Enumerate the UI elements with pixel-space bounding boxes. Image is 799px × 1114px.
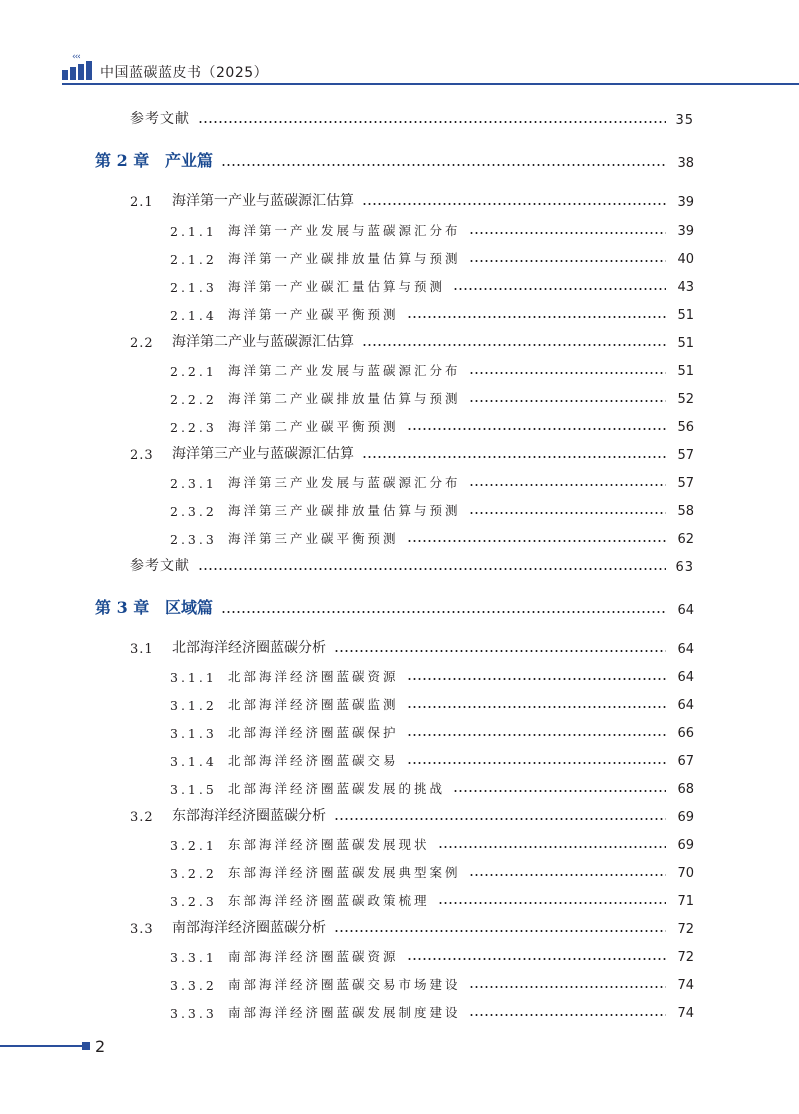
toc-entry-number: 2.2 [130, 336, 154, 351]
dot-leader [469, 400, 666, 402]
toc-entry-title: 海洋第二产业发展与蓝碳源汇分布 [228, 363, 461, 378]
toc-entry-page: 43 [677, 280, 694, 295]
toc-entry-title: 区域篇 [165, 598, 214, 617]
chevron-marks-icon: ‹‹‹ [72, 52, 80, 62]
toc-entry-title: 东部海洋经济圈蓝碳政策梳理 [228, 893, 430, 908]
toc-entry-number: 3.2 [130, 810, 154, 825]
toc-entry-title: 参考文献 [130, 111, 190, 127]
toc-entry-number: 3.3 [130, 922, 154, 937]
toc-entry-page: 69 [677, 838, 694, 853]
toc-entry-page: 66 [677, 726, 694, 741]
logo-bar [86, 61, 92, 80]
toc-entry-page: 64 [677, 698, 694, 713]
toc-entry-number: 2.3.1 [170, 476, 217, 491]
toc-entry-title: 东部海洋经济圈蓝碳分析 [172, 808, 326, 824]
toc-entry-sub[interactable] [170, 273, 694, 295]
toc-entry-title: 北部海洋经济圈蓝碳交易 [228, 753, 399, 768]
dot-leader [407, 316, 666, 318]
toc-entry-sub[interactable] [170, 245, 694, 267]
toc-entry-ref[interactable] [130, 553, 694, 575]
toc-entry-page: 67 [677, 754, 694, 769]
toc-entry-sec[interactable] [130, 188, 694, 210]
toc-entry-number: 第 2 章 [95, 151, 150, 170]
toc-entry-sub[interactable] [170, 719, 694, 741]
toc-entry-page: 51 [677, 364, 694, 379]
toc-entry-page: 63 [675, 560, 694, 575]
dot-leader [469, 986, 666, 988]
toc-entry-title: 海洋第一产业发展与蓝碳源汇分布 [228, 223, 461, 238]
toc-entry-title: 南部海洋经济圈蓝碳发展制度建设 [228, 1005, 461, 1020]
toc-entry-title: 海洋第二产业碳排放量估算与预测 [228, 391, 461, 406]
dot-leader [407, 734, 666, 736]
dot-leader [221, 164, 666, 166]
toc-entry-sub[interactable] [170, 747, 694, 769]
toc-entry-page: 52 [677, 392, 694, 407]
dot-leader [362, 456, 666, 458]
dot-leader [469, 372, 666, 374]
toc-entry-sec[interactable] [130, 441, 694, 463]
toc-entry-page: 39 [677, 224, 694, 239]
toc-entry-title: 东部海洋经济圈蓝碳发展现状 [228, 837, 430, 852]
toc-entry-number: 2.1.2 [170, 252, 217, 267]
dot-leader [334, 650, 666, 652]
toc-entry-sub[interactable] [170, 859, 694, 881]
toc-entry-number: 3.1 [130, 642, 154, 657]
toc-entry-page: 39 [677, 195, 694, 210]
footer-square-icon [82, 1042, 90, 1050]
dot-leader [407, 428, 666, 430]
toc-entry-sub[interactable] [170, 525, 694, 547]
toc-entry-page: 71 [677, 894, 694, 909]
toc-entry-number: 3.2.1 [170, 838, 217, 853]
toc-entry-sec[interactable] [130, 329, 694, 351]
toc-entry-sub[interactable] [170, 971, 694, 993]
toc-entry-title: 北部海洋经济圈蓝碳保护 [228, 725, 399, 740]
logo-bar [78, 64, 84, 80]
toc-entry-page: 72 [677, 950, 694, 965]
toc-entry-number: 2.2.2 [170, 392, 217, 407]
toc-entry-page: 64 [677, 642, 694, 657]
dot-leader [334, 818, 666, 820]
toc-entry-sub[interactable] [170, 775, 694, 797]
dot-leader [453, 790, 666, 792]
toc-entry-number: 2.1.4 [170, 308, 217, 323]
toc-entry-title: 海洋第一产业碳平衡预测 [228, 307, 399, 322]
toc-entry-number: 3.2.3 [170, 894, 217, 909]
toc-entry-number: 3.1.2 [170, 698, 217, 713]
toc-entry-sec[interactable] [130, 803, 694, 825]
header-divider [62, 83, 799, 85]
toc-entry-title: 北部海洋经济圈蓝碳发展的挑战 [228, 781, 446, 796]
toc-entry-title: 海洋第一产业碳排放量估算与预测 [228, 251, 461, 266]
toc-entry-number: 3.1.3 [170, 726, 217, 741]
toc-entry-page: 64 [677, 603, 694, 618]
dot-leader [362, 344, 666, 346]
toc-entry-number: 第 3 章 [95, 598, 150, 617]
dot-leader [407, 958, 666, 960]
toc-entry-sec[interactable] [130, 635, 694, 657]
toc-entry-page: 51 [677, 336, 694, 351]
dot-leader [407, 678, 666, 680]
toc-entry-sub[interactable] [170, 413, 694, 435]
toc-entry-sub[interactable] [170, 691, 694, 713]
toc-entry-page: 58 [677, 504, 694, 519]
dot-leader [469, 874, 666, 876]
logo-bar [70, 67, 76, 80]
toc-entry-title: 南部海洋经济圈蓝碳分析 [172, 920, 326, 936]
toc-entry-title: 海洋第三产业碳排放量估算与预测 [228, 503, 461, 518]
toc-entry-sub[interactable] [170, 887, 694, 909]
toc-entry-page: 72 [677, 922, 694, 937]
footer-divider [0, 1045, 82, 1047]
toc-entry-sub[interactable] [170, 999, 694, 1021]
toc-entry-page: 68 [677, 782, 694, 797]
toc-entry-number: 2.2.3 [170, 420, 217, 435]
toc-entry-number: 3.3.1 [170, 950, 217, 965]
toc-entry-page: 57 [677, 448, 694, 463]
dot-leader [334, 930, 666, 932]
toc-entry-number: 2.3.3 [170, 532, 217, 547]
toc-entry-ref[interactable] [130, 106, 694, 128]
toc-entry-number: 2.3 [130, 448, 154, 463]
toc-entry-number: 3.1.4 [170, 754, 217, 769]
toc-entry-sec[interactable] [130, 915, 694, 937]
toc-entry-sub[interactable] [170, 663, 694, 685]
logo-bar [62, 70, 68, 80]
toc-entry-title: 北部海洋经济圈蓝碳监测 [228, 697, 399, 712]
dot-leader [407, 540, 666, 542]
toc-entry-sub[interactable] [170, 831, 694, 853]
toc-entry-number: 3.2.2 [170, 866, 217, 881]
toc-entry-title: 海洋第三产业与蓝碳源汇估算 [172, 446, 354, 462]
toc-entry-number: 3.1.5 [170, 782, 217, 797]
dot-leader [453, 288, 666, 290]
toc-entry-number: 3.3.2 [170, 978, 217, 993]
toc-entry-title: 东部海洋经济圈蓝碳发展典型案例 [228, 865, 461, 880]
dot-leader [469, 512, 666, 514]
toc-entry-chapter[interactable] [95, 149, 694, 171]
toc-entry-page: 62 [677, 532, 694, 547]
toc-entry-title: 产业篇 [165, 151, 214, 170]
toc-entry-title: 北部海洋经济圈蓝碳资源 [228, 669, 399, 684]
toc-entry-title: 参考文献 [130, 558, 190, 574]
dot-leader [469, 260, 666, 262]
toc-entry-page: 69 [677, 810, 694, 825]
dot-leader [469, 232, 666, 234]
toc-entry-chapter[interactable] [95, 596, 694, 618]
dot-leader [438, 846, 666, 848]
book-title: 中国蓝碳蓝皮书（2025） [100, 65, 269, 81]
toc-entry-sub[interactable] [170, 469, 694, 491]
toc-entry-title: 南部海洋经济圈蓝碳交易市场建设 [228, 977, 461, 992]
toc-entry-number: 2.1 [130, 195, 154, 210]
toc-entry-sub[interactable] [170, 217, 694, 239]
toc-entry-title: 海洋第三产业发展与蓝碳源汇分布 [228, 475, 461, 490]
toc-entry-page: 56 [677, 420, 694, 435]
toc-entry-title: 海洋第一产业碳汇量估算与预测 [228, 279, 446, 294]
toc-entry-sub[interactable] [170, 497, 694, 519]
dot-leader [362, 203, 666, 205]
toc-entry-page: 70 [677, 866, 694, 881]
toc-entry-page: 40 [677, 252, 694, 267]
dot-leader [438, 902, 666, 904]
toc-entry-sub[interactable] [170, 301, 694, 323]
dot-leader [469, 1014, 666, 1016]
toc-entry-title: 海洋第一产业与蓝碳源汇估算 [172, 193, 354, 209]
toc-entry-page: 38 [677, 156, 694, 171]
running-header [0, 52, 799, 86]
toc-entry-page: 74 [677, 1006, 694, 1021]
toc-entry-sub[interactable] [170, 357, 694, 379]
toc-entry-sub[interactable] [170, 385, 694, 407]
page-number: 2 [95, 1037, 106, 1056]
toc-entry-title: 海洋第二产业与蓝碳源汇估算 [172, 334, 354, 350]
dot-leader [407, 762, 666, 764]
toc-entry-number: 2.3.2 [170, 504, 217, 519]
toc-entry-sub[interactable] [170, 943, 694, 965]
dot-leader [221, 611, 666, 613]
toc-entry-title: 南部海洋经济圈蓝碳资源 [228, 949, 399, 964]
toc-entry-number: 3.1.1 [170, 670, 217, 685]
toc-entry-title: 北部海洋经济圈蓝碳分析 [172, 640, 326, 656]
toc-entry-page: 74 [677, 978, 694, 993]
dot-leader [407, 706, 666, 708]
toc-entry-page: 57 [677, 476, 694, 491]
toc-entry-title: 海洋第二产业碳平衡预测 [228, 419, 399, 434]
book-logo-icon [62, 52, 98, 84]
toc-entry-page: 35 [675, 113, 694, 128]
toc-entry-number: 2.1.1 [170, 224, 217, 239]
toc-entry-page: 64 [677, 670, 694, 685]
toc-entry-number: 2.2.1 [170, 364, 217, 379]
toc-entry-number: 3.3.3 [170, 1006, 217, 1021]
toc-entry-title: 海洋第三产业碳平衡预测 [228, 531, 399, 546]
toc-entry-page: 51 [677, 308, 694, 323]
toc-entry-number: 2.1.3 [170, 280, 217, 295]
dot-leader [198, 568, 666, 570]
dot-leader [469, 484, 666, 486]
dot-leader [198, 121, 666, 123]
